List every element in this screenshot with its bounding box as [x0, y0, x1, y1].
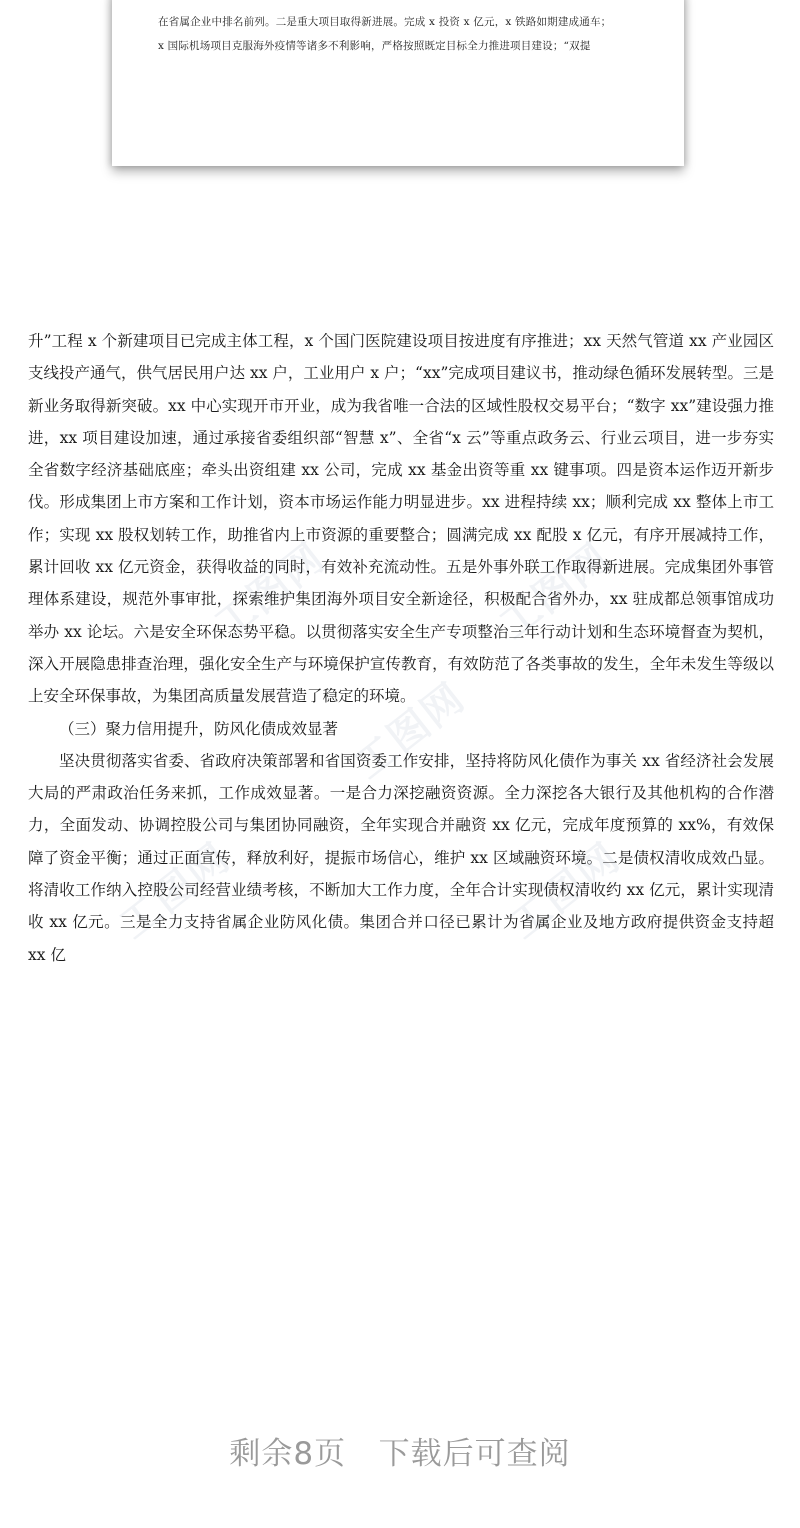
body-paragraph: 坚决贯彻落实省委、省政府决策部署和省国资委工作安排，坚持将防风化债作为事关 xx 省经济社会发展大局的严肃政治任务来抓，工作成效显著。一是合力深挖融资资源。全力深挖各大银行及其他机构的合作潜力，全面发动、协调控股公司与集团协同融资，全年实现合并融资 xx 亿元，完成年度预算的 xx%，有效保障了资金平衡；通过正面宣传，释放利好，提振市场信心，维护 xx 区域融资环境。二是债权清收成效凸显。将清收工作纳入控股公司经营业绩考核，不断加大工作力度，全年合计实现债权清收约 xx 亿元，累计实现清收 xx 亿元。三是全力支持省属企业防风化债。集团合并口径已累计为省属企业及地方政府提供资金支持超 xx 亿: [28, 751, 774, 964]
remaining-pages-label: 剩余8页: [229, 1436, 347, 1472]
watermark: 工图网: [491, 534, 619, 649]
preview-line-1: 在省属企业中排名前列。二是重大项目取得新进展。完成 x 投资 x 亿元，x 铁路如期建成通车；: [158, 16, 612, 28]
document-body: [28, 325, 774, 971]
section-heading: （三）聚力信用提升，防风化债成效显著: [59, 719, 339, 738]
download-hint-label: 下载后可查阅: [378, 1436, 571, 1472]
preview-line-2: x 国际机场项目克服海外疫情等诸多不利影响，严格按照既定目标全力推进项目建设；“双提: [158, 40, 591, 52]
watermark: 工图网: [501, 834, 629, 949]
document-preview-card: [112, 0, 684, 166]
download-prompt[interactable]: [0, 1428, 800, 1473]
body-paragraph: 升”工程 x 个新建项目已完成主体工程，x 个国门医院建设项目按进度有序推进；xx 天然气管道 xx 产业园区支线投产通气，供气居民用户达 xx 户，工业用户 x 户；“xx”完成项目建议书，推动绿色循环发展转型。三是新业务取得新突破。xx 中心实现开市开业，成为我省唯一合法的区域性股权交易平台；“数字 xx”建设强力推进，xx 项目建设加速，通过承接省委组织部“智慧 x”、全省“x 云”等重点政务云、行业云项目，进一步夯实全省数字经济基础底座；牵头出资组建 xx 公司，完成 xx 基金出资等重 xx 键事项。四是资本运作迈开新步伐。形成集团上市方案和工作计划，资本市场运作能力明显进步。xx 进程持续 xx；顺利完成 xx 整体上市工作；实现 xx 股权划转工作，助推省内上市资源的重要整合；圆满完成 xx 配股 x 亿元，有序开展减持工作，累计回收 xx 亿元资金，获得收益的同时，有效补充流动性。五是外事外联工作取得新进展。完成集团外事管理体系建设，规范外事审批，探索维护集团海外项目安全新途径，积极配合省外办，xx 驻成都总领事馆成功举办 xx 论坛。六是安全环保态势平稳。以贯彻落实安全生产专项整治三年行动计划和生态环境督查为契机，深入开展隐患排查治理，强化安全生产与环境保护宣传教育，有效防范了各类事故的发生，全年未发生等级以上安全环保事故，为集团高质量发展营造了稳定的环境。: [28, 332, 774, 706]
watermark: 工图网: [111, 834, 239, 949]
watermark: 工图网: [346, 674, 474, 789]
watermark: 工图网: [206, 534, 334, 649]
